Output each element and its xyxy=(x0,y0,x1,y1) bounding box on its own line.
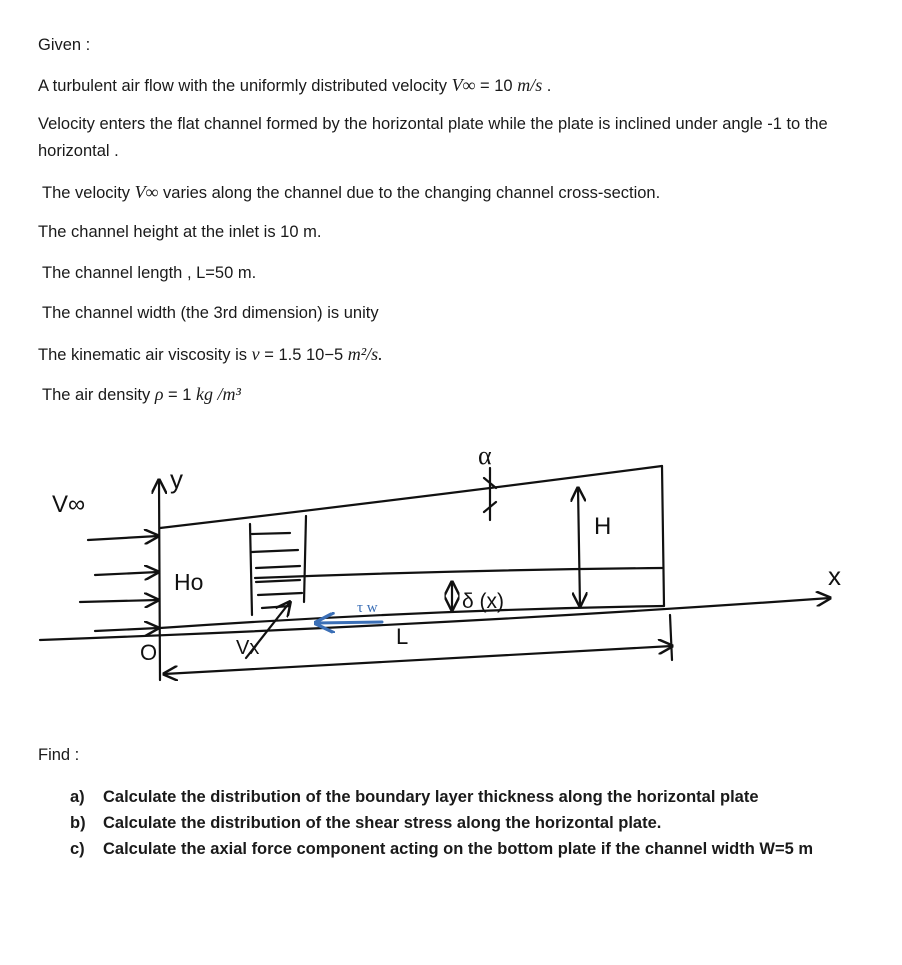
h-label: H xyxy=(594,513,612,540)
given-heading: Given : xyxy=(38,36,91,54)
h-dimension xyxy=(578,488,580,606)
given-viscosity: The kinematic air viscosity is ν = 1.5 10−5 m²/s. xyxy=(38,344,383,364)
find-item-b: b) Calculate the distribution of the shear stress along the horizontal plate. xyxy=(70,814,662,832)
length-tick-end xyxy=(670,615,672,660)
given-channel-length: The channel length , L=50 m. xyxy=(42,264,257,282)
velocity-profile xyxy=(250,516,306,615)
vx-label: Vx xyxy=(236,637,260,659)
tau-w-label: τ w xyxy=(357,600,378,616)
h0-label: Ho xyxy=(174,569,204,595)
top-plate xyxy=(160,466,662,528)
x-axis-label: x xyxy=(828,561,841,591)
outlet-wall xyxy=(662,466,664,606)
find-item-c: c) Calculate the axial force component acting on the bottom plate if the channel width W=5 m xyxy=(70,840,814,858)
y-axis-label: y xyxy=(170,464,183,494)
given-velocity-variation: The velocity V∞ varies along the channel due to the changing channel cross-section. xyxy=(42,182,661,202)
channel-diagram xyxy=(0,430,902,700)
boundary-layer-edge xyxy=(255,568,662,578)
x-axis-line xyxy=(40,598,830,640)
v-inf-label: V∞ xyxy=(52,491,86,518)
delta-label: δ (x) xyxy=(462,590,505,613)
tau-w-arrow xyxy=(316,622,382,623)
given-inlet-height: The channel height at the inlet is 10 m. xyxy=(38,223,322,241)
origin-label: O xyxy=(140,640,158,665)
inflow-arrow-2 xyxy=(95,572,158,575)
given-channel-width: The channel width (the 3rd dimension) is unity xyxy=(42,304,379,322)
y-axis-line xyxy=(159,480,160,680)
find-item-a: a) Calculate the distribution of the boundary layer thickness along the horizontal plate xyxy=(70,788,759,806)
length-label: L xyxy=(396,624,409,649)
given-velocity-line: A turbulent air flow with the uniformly distributed velocity V∞ = 10 m/s . xyxy=(38,75,552,95)
inflow-arrow-1 xyxy=(88,536,158,540)
alpha-label: α xyxy=(478,441,492,470)
find-list xyxy=(70,784,870,862)
find-heading: Find : xyxy=(38,746,80,764)
given-channel-description: Velocity enters the flat channel formed by the horizontal plate while the plate is inclined under angle -1 to the horizontal . xyxy=(38,115,828,160)
inflow-arrow-4 xyxy=(95,628,158,631)
given-density: The air density ρ = 1 kg /m³ xyxy=(42,384,241,404)
alpha-marker xyxy=(484,468,496,520)
inflow-arrow-3 xyxy=(80,600,158,602)
